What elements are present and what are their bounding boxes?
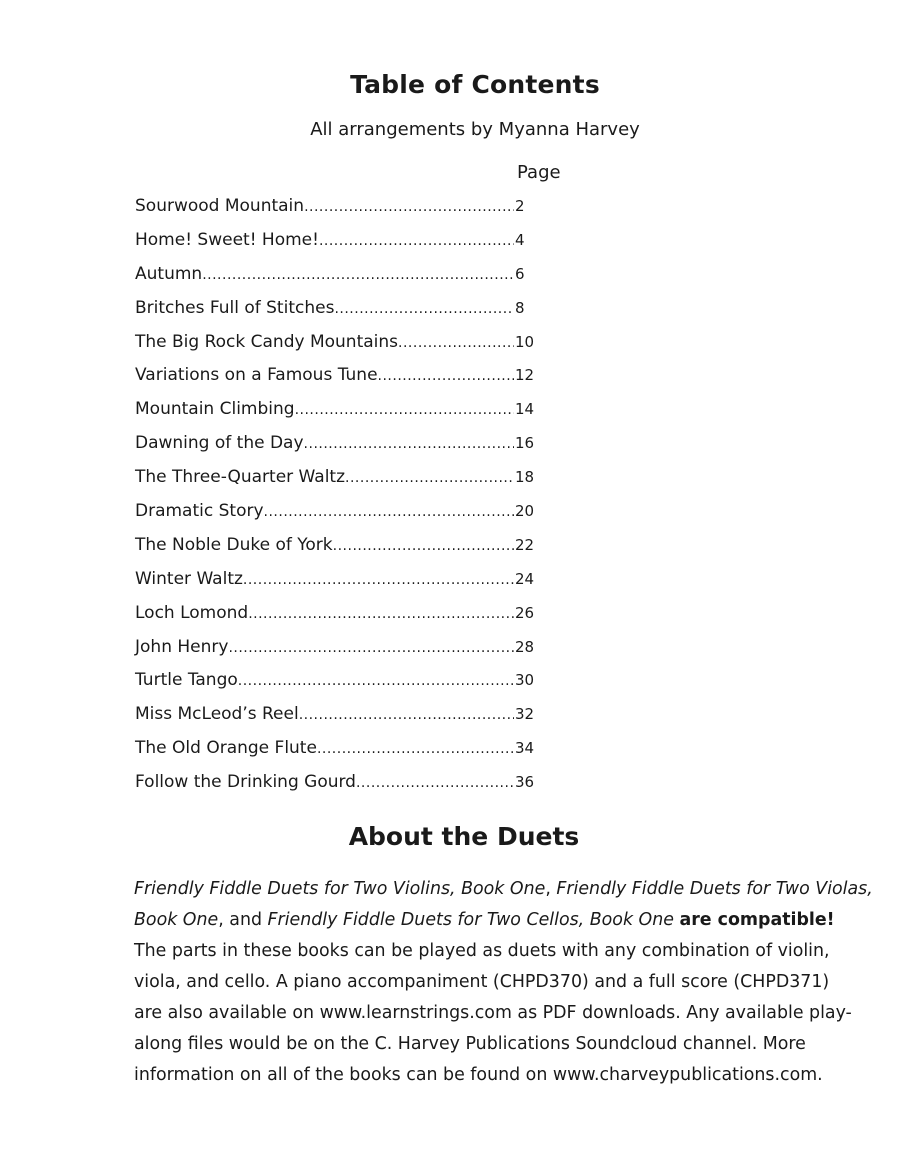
toc-entry-title: Winter Waltz [135, 568, 243, 589]
dot-leader [228, 640, 514, 656]
toc-entry-title: John Henry [135, 636, 229, 657]
toc-entry-title: The Three-Quarter Waltz [135, 467, 346, 488]
toc-entry-page: 10 [515, 332, 535, 351]
about-line-6: along files would be on the C. Harvey Publications Soundcloud channel. More [134, 1034, 806, 1054]
toc-entry-title: Autumn [135, 263, 203, 284]
toc-entry-page: 30 [515, 671, 535, 690]
about-line-3: The parts in these books can be played as duets with any combination of violin, [134, 941, 830, 961]
dot-leader [238, 673, 514, 689]
dot-leader [295, 402, 514, 418]
toc-entry-page: 26 [515, 603, 535, 622]
toc-title: Table of Contents [350, 70, 600, 99]
toc-entry-page: 28 [515, 637, 535, 656]
dot-leader [304, 199, 514, 215]
dot-leader [243, 572, 514, 588]
about-line-4: viola, and cello. A piano accompaniment (CHPD370) and a full score (CHPD371) [134, 972, 830, 992]
toc-entry [135, 501, 545, 535]
toc-entry-page: 16 [515, 434, 535, 453]
dot-leader [299, 707, 514, 723]
toc-subtitle: All arrangements by Myanna Harvey [310, 119, 640, 140]
toc-entry-title: Britches Full of Stitches [135, 297, 335, 318]
toc-entry-title: Loch Lomond [135, 602, 249, 623]
toc-entry [135, 230, 545, 264]
toc-entry-title: Turtle Tango [135, 670, 238, 691]
toc-entry-page: 14 [515, 400, 535, 419]
toc-entry [135, 433, 545, 467]
dot-leader [333, 538, 514, 554]
toc-entry-page: 36 [515, 773, 535, 792]
toc-entry [135, 298, 545, 332]
dot-leader [317, 741, 514, 757]
toc-entry-page: 24 [515, 569, 535, 588]
toc-entry-page: 34 [515, 739, 535, 758]
toc-entry-page: 4 [515, 230, 525, 249]
page-column-header: Page [517, 162, 561, 183]
dot-leader [264, 504, 514, 520]
toc-entry [135, 467, 545, 501]
toc-entry [135, 704, 545, 738]
toc-entry-page: 12 [515, 366, 535, 385]
dot-leader [334, 301, 514, 317]
separator: , and [218, 910, 268, 930]
toc-entry [135, 365, 545, 399]
dot-leader [304, 436, 514, 452]
toc-entry [135, 535, 545, 569]
toc-entry [135, 772, 545, 806]
toc-entry-title: Home! Sweet! Home! [135, 229, 319, 250]
toc-entry [135, 738, 545, 772]
about-line-2 [134, 905, 835, 936]
toc-entry-title: Miss McLeod’s Reel [135, 704, 299, 725]
toc-list [135, 196, 545, 806]
book-title-violins: Friendly Fiddle Duets for Two Violins, Book One [134, 879, 546, 899]
toc-entry-page: 8 [515, 298, 525, 317]
toc-entry [135, 196, 545, 230]
toc-entry [135, 399, 545, 433]
toc-entry-title: Variations on a Famous Tune [135, 365, 378, 386]
toc-entry-title: Follow the Drinking Gourd [135, 772, 356, 793]
dot-leader [398, 335, 514, 351]
dot-leader [202, 267, 514, 283]
toc-entry-title: The Old Orange Flute [135, 738, 317, 759]
toc-entry-page: 18 [515, 468, 535, 487]
toc-entry [135, 332, 545, 366]
dot-leader [319, 233, 514, 249]
toc-entry-page: 2 [515, 197, 525, 215]
dot-leader [378, 368, 514, 384]
about-line-1 [134, 874, 873, 905]
toc-entry [135, 264, 545, 298]
toc-entry [135, 670, 545, 704]
toc-entry-page: 32 [515, 705, 535, 724]
dot-leader [345, 470, 514, 486]
separator: , [545, 879, 557, 899]
toc-entry [135, 637, 545, 671]
toc-entry-page: 6 [515, 264, 525, 283]
dot-leader [248, 606, 514, 622]
about-paragraph [134, 874, 873, 1091]
book-title-violas: Friendly Fiddle Duets for Two Violas, [556, 879, 873, 899]
about-line-7: information on all of the books can be found on www.charveypublications.com. [134, 1065, 823, 1085]
toc-entry [135, 569, 545, 603]
toc-entry-title: Dramatic Story [135, 501, 264, 522]
book-title-violas-cont: Book One [134, 910, 219, 930]
about-line-5: are also available on www.learnstrings.com as PDF downloads. Any available play- [134, 1003, 852, 1023]
dot-leader [356, 775, 514, 791]
toc-entry-title: Sourwood Mountain [135, 196, 305, 216]
toc-entry-title: The Big Rock Candy Mountains [135, 331, 399, 352]
toc-entry-page: 22 [515, 535, 535, 554]
toc-entry-title: The Noble Duke of York [135, 534, 333, 555]
toc-entry-page: 20 [515, 502, 535, 521]
compatible-note: are compatible! [679, 910, 835, 930]
toc-entry-title: Dawning of the Day [135, 433, 304, 454]
toc-entry [135, 603, 545, 637]
book-title-cellos: Friendly Fiddle Duets for Two Cellos, Book One [267, 910, 674, 930]
toc-entry-title: Mountain Climbing [135, 399, 295, 420]
about-heading: About the Duets [348, 822, 580, 851]
